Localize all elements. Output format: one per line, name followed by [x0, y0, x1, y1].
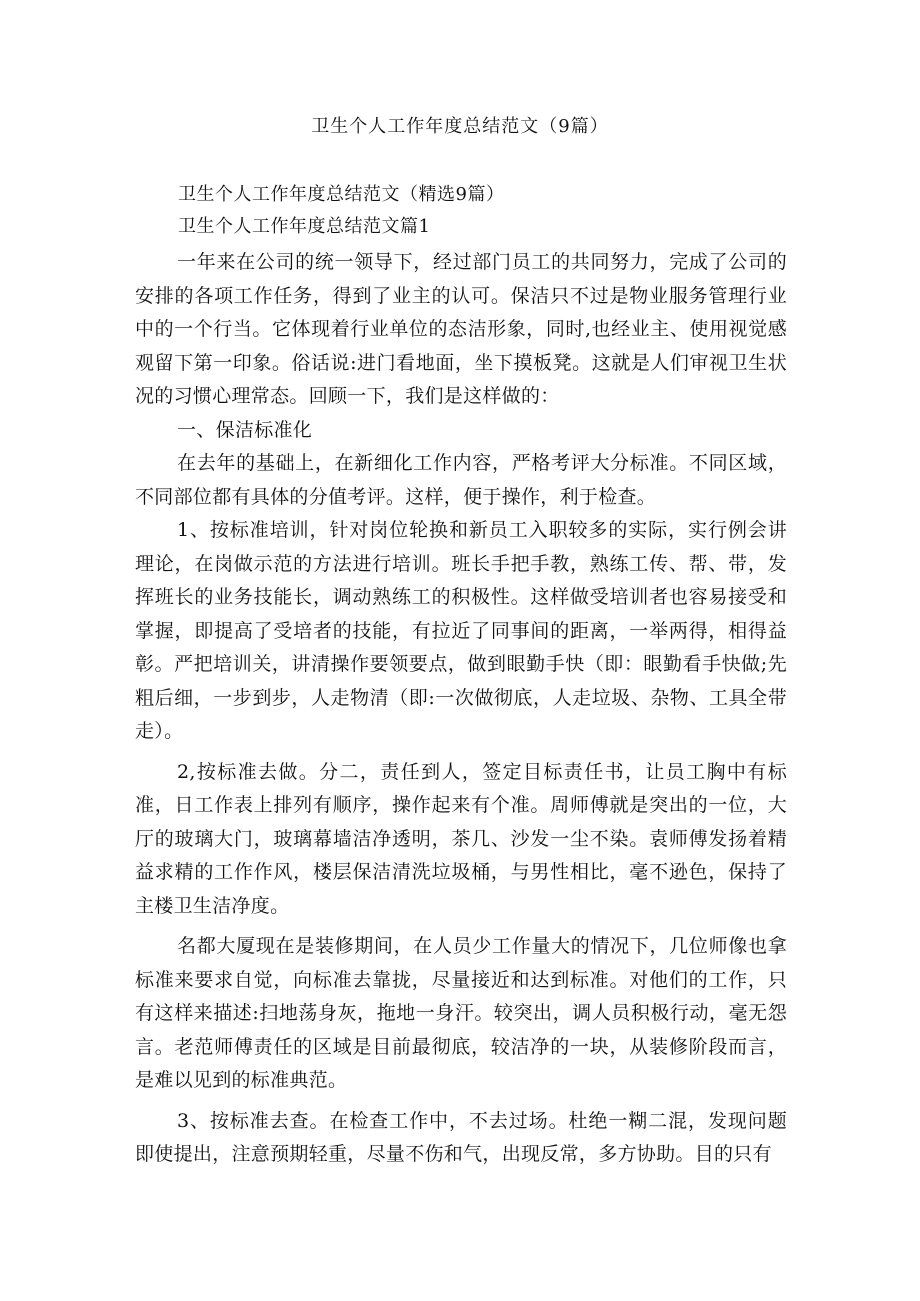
document-subtitle: 卫生个人工作年度总结范文（精选9篇）: [178, 184, 505, 205]
paragraph-inspection: 3、按标准去查。在检查工作中，不去过场。杜绝一糊二混，发现问题即使提出，注意预期轻重，尽量不伤和气，出现反常，多方协助。目的只有: [135, 1109, 787, 1165]
paragraph-execution: 2,按标准去做。分二，责任到人，签定目标责任书，让员工胸中有标准，日工作表上排列有顺序，操作起来有个准。周师傅就是突出的一位，大厅的玻璃大门，玻璃幕墙洁净透明，茶几、沙发一尘不染。袁师傅发扬着精益求精的工作作风，楼层保洁清洗垃圾桶，与男性相比，毫不逊色，保持了主楼卫生洁净度。: [135, 760, 787, 917]
paragraph-building-renovation: 名都大厦现在是装修期间，在人员少工作量大的情况下，几位师像也拿标准来要求自觉，向标准去靠拢，尽量接近和达到标准。对他们的工作，只有这样来描述:扫地荡身灰，拖地一身汗。较突出，调人员积极行动，毫无怨言。老范师傅责任的区域是目前最彻底，较洁净的一块，从装修阶段而言，是难以见到的标准典范。: [135, 935, 787, 1091]
paragraph-training: 1、按标准培训，针对岗位轮换和新员工入职较多的实际，实行例会讲理论，在岗做示范的方法进行培训。班长手把手教，熟练工传、帮、带，发挥班长的业务技能长，调动熟练工的积极性。这样做受培训者也容易接受和掌握，即提高了受培者的技能，有拉近了同事间的距离，一举两得，相得益彰。严把培训关，讲清操作要领要点，做到眼勤手快（即：眼勤看手快做;先粗后细，一步到步，人走物清（即:一次做彻底，人走垃圾、杂物、工具全带走）。: [135, 519, 787, 742]
section-heading: 卫生个人工作年度总结范文篇1: [178, 216, 431, 237]
document-body: [135, 246, 787, 1172]
paragraph-standard-assessment: 在去年的基础上，在新细化工作内容，严格考评大分标准。不同区域，不同部位都有具体的分值考评。这样，便于操作，利于检查。: [135, 452, 787, 508]
paragraph-heading-standardization: 一、保洁标准化: [177, 418, 313, 441]
paragraph-intro: 一年来在公司的统一领导下，经过部门员工的共同努力，完成了公司的安排的各项工作任务，得到了业主的认可。保洁只不过是物业服务管理行业中的一个行当。它体现着行业单位的态洁形象，同时,也经业主、使用视觉感观留下第一印象。俗话说:进门看地面，坐下摸板凳。这就是人们审视卫生状况的习惯心理常态。回顾一下，我们是这样做的：: [135, 251, 787, 407]
document-title: 卫生个人工作年度总结范文（9篇）: [311, 116, 609, 137]
